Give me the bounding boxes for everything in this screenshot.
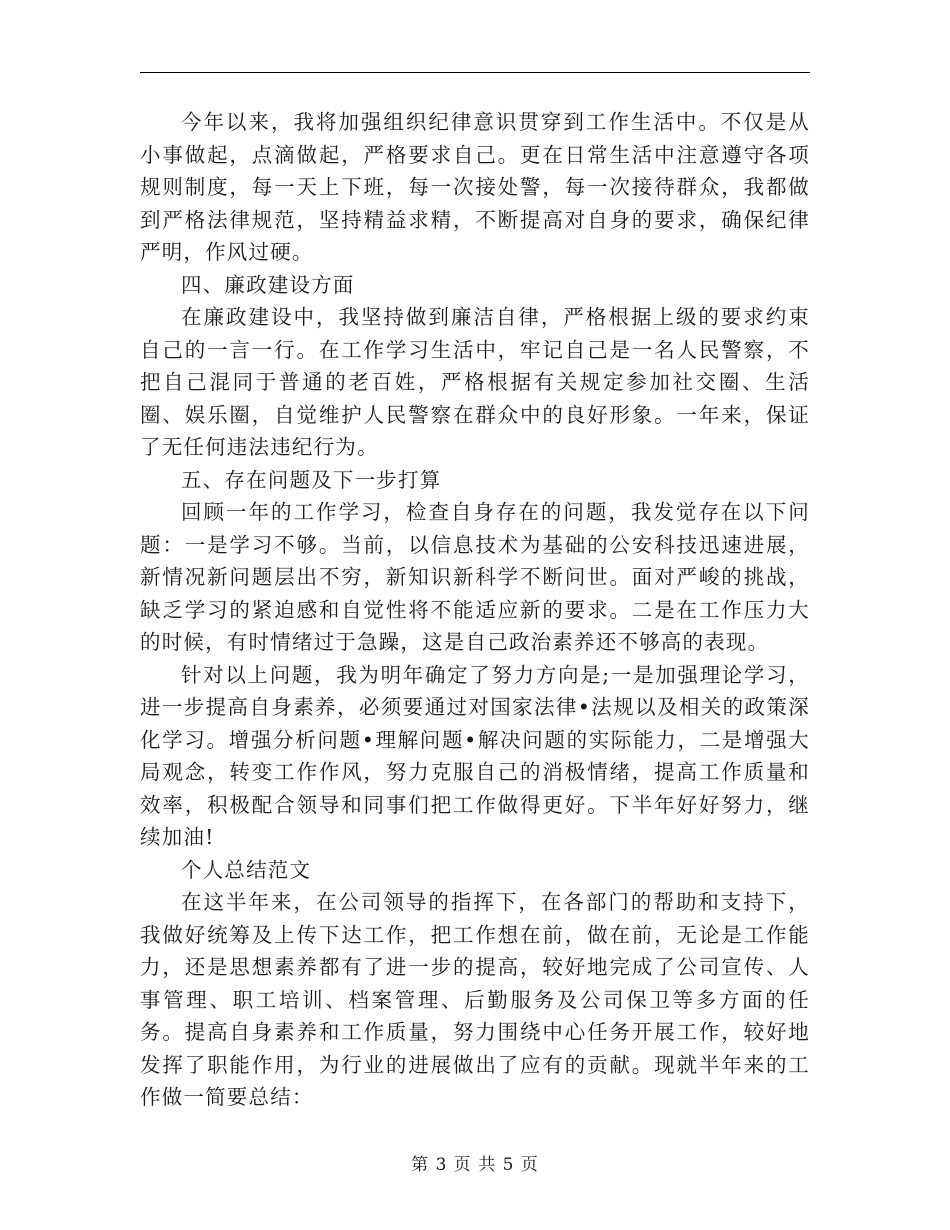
header-rule [140, 72, 810, 73]
paragraph-problems: 回顾一年的工作学习，检查自身存在的问题，我发觉存在以下问题：一是学习不够。当前，以信息技术为基础的公安科技迅速进展，新情况新问题层出不穷，新知识新科学不断问世。面对严峻的挑战，缺乏学习的紧迫感和自觉性将不能适应新的要求。二是在工作压力大的时候，有时情绪过于急躁，这是自己政治素养还不够高的表现。 [140, 500, 810, 654]
heading-sample-summary: 个人总结范文 [181, 857, 312, 882]
paragraph-integrity: 在廉政建设中，我坚持做到廉洁自律，严格根据上级的要求约束自己的一言一行。在工作学习生活中，牢记自己是一名人民警察，不把自己混同于普通的老百姓，严格根据有关规定参加社交圈、生活圈、娱乐圈，自觉维护人民警察在群众中的良好形象。一年来，保证了无任何违法违纪行为。 [140, 305, 810, 459]
document-body [140, 106, 810, 1114]
paragraph-summary: 在这半年来，在公司领导的指挥下，在各部门的帮助和支持下，我做好统筹及上传下达工作，把工作想在前，做在前，无论是工作能力，还是思想素养都有了进一步的提高，较好地完成了公司宣传、人事管理、职工培训、档案管理、后勤服务及公司保卫等多方面的任务。提高自身素养和工作质量，努力围绕中心任务开展工作，较好地发挥了职能作用，为行业的进展做出了应有的贡献。现就半年来的工作做一简要总结： [140, 890, 810, 1109]
page-footer: 第 3 页 共 5 页 [411, 1155, 539, 1175]
paragraph-plans: 针对以上问题，我为明年确定了努力方向是;一是加强理论学习，进一步提高自身素养，必须要通过对国家法律•法规以及相关的政策深化学习。增强分析问题•理解问题•解决问题的实际能力，二是增强大局观念，转变工作作风，努力克服自己的消极情绪，提高工作质量和效率，积极配合领导和同事们把工作做得更好。下半年好好努力，继续加油! [140, 662, 810, 849]
heading-integrity: 四、廉政建设方面 [181, 272, 355, 297]
paragraph-discipline: 今年以来，我将加强组织纪律意识贯穿到工作生活中。不仅是从小事做起，点滴做起，严格要求自己。更在日常生活中注意遵守各项规则制度，每一天上下班，每一次接处警，每一次接待群众，我都做到严格法律规范，坚持精益求精，不断提高对自身的要求，确保纪律严明，作风过硬。 [140, 110, 810, 264]
heading-problems-plans: 五、存在问题及下一步打算 [181, 467, 442, 492]
